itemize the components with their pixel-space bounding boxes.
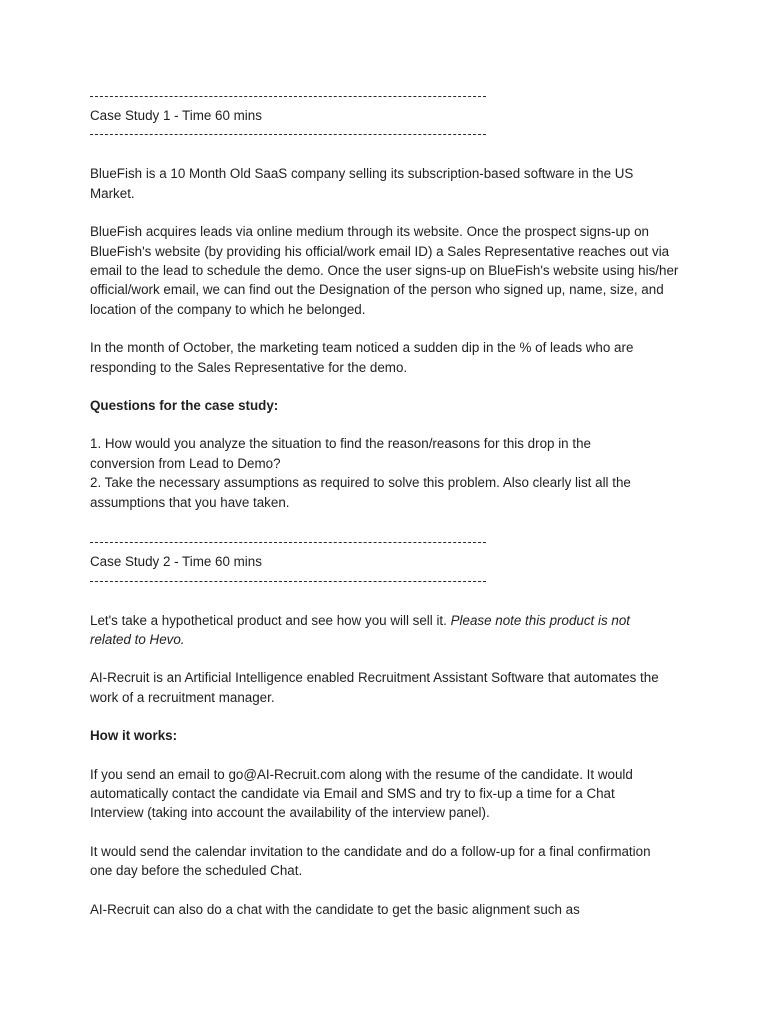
dashed-separator	[90, 577, 680, 585]
question-1: 1. How would you analyze the situation to find the reason/reasons for this drop in the conversion from Lead to Demo?	[90, 436, 591, 471]
case-study-2-intro	[90, 611, 665, 650]
case-study-1-title: Case Study 1 - Time 60 mins	[90, 108, 262, 123]
dashed-separator	[90, 538, 680, 546]
case-study-2-title: Case Study 2 - Time 60 mins	[90, 554, 262, 570]
dashed-separator	[90, 92, 680, 100]
case-study-1-dip-paragraph: In the month of October, the marketing team noticed a sudden dip in the % of leads who are responding to the Sales Representative for the demo.	[90, 340, 634, 375]
document-page	[90, 92, 680, 919]
questions-heading: Questions for the case study:	[90, 398, 279, 414]
question-2: 2. Take the necessary assumptions as required to solve this problem. Also clearly list all the assumptions that you have taken.	[90, 475, 631, 510]
how-it-works-paragraph-1: If you send an email to go@AI-Recruit.com along with the resume of the candidate. It would automatically contact the candidate via Email and SMS and try to fix-up a time for a Chat Interview (taking into account the availability of the interview panel).	[90, 766, 633, 821]
intro-plain-text: Let's take a hypothetical product and see how you will sell it.	[90, 612, 451, 628]
dashed-separator	[90, 130, 680, 138]
case-study-1-intro: BlueFish is a 10 Month Old SaaS company selling its subscription-based software in the US Market.	[90, 166, 634, 201]
product-description: AI-Recruit is an Artificial Intelligence enabled Recruitment Assistant Software that automates the work of a recruitment manager.	[90, 670, 659, 705]
intro-italic-note: Please note this product is not related to Hevo.	[90, 612, 630, 647]
how-it-works-heading: How it works:	[90, 728, 178, 744]
how-it-works-paragraph-2: It would send the calendar invitation to the candidate and do a follow-up for a final confirmation one day before the scheduled Chat.	[90, 843, 651, 879]
case-study-1-leads-paragraph: BlueFish acquires leads via online medium through its website. Once the prospect signs-up on BlueFish's website (by providing his official/work email ID) a Sales Representative reaches out via email to the lead to schedule the demo. Once the user signs-up on BlueFish's website using his/her official/work email, we can find out the Designation of the person who signed up, name, size, and location of the company to which he belonged.	[90, 224, 679, 317]
how-it-works-paragraph-3: AI-Recruit can also do a chat with the candidate to get the basic alignment such as	[90, 901, 580, 917]
